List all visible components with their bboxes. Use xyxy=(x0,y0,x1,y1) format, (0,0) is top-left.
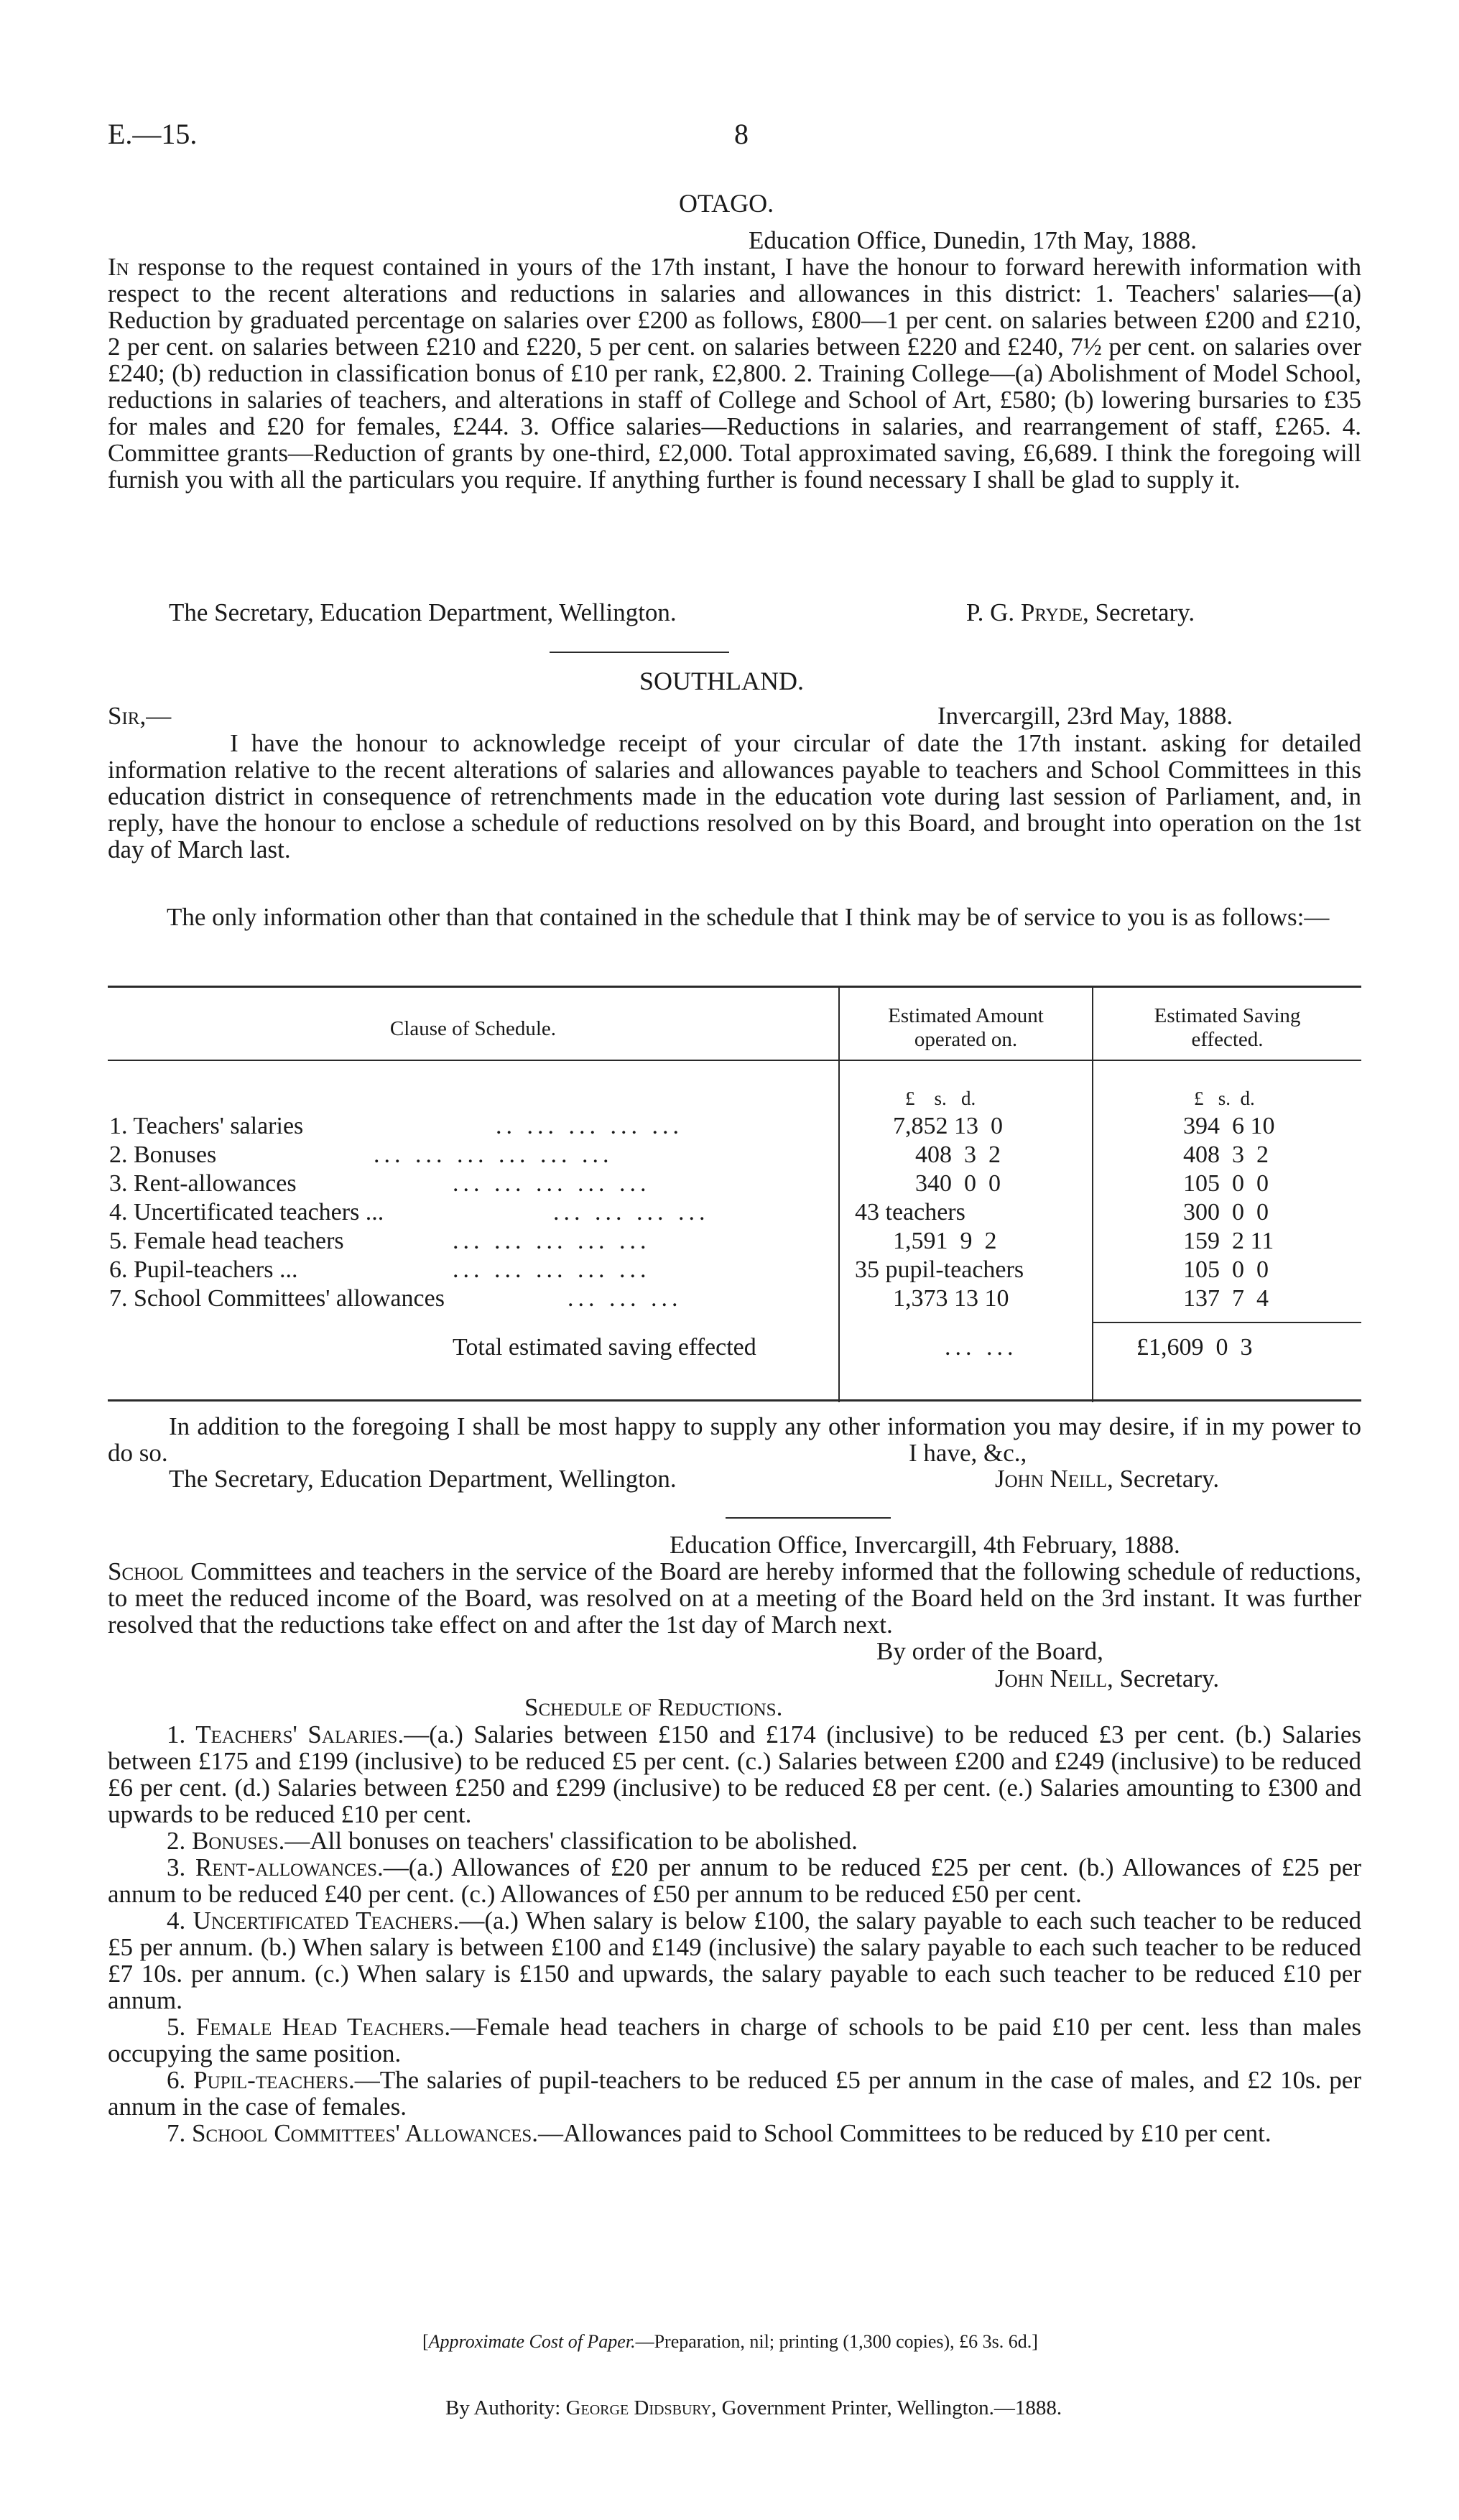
row-leader: .. ... ... ... ... xyxy=(496,1113,683,1139)
cost-note-label: Approximate Cost of Paper. xyxy=(428,2331,636,2352)
row-label: 5. Female head teachers xyxy=(109,1228,344,1254)
imprint-printer-name: George Didsbury xyxy=(565,2396,712,2419)
cost-note-text: —Preparation, nil; printing (1,300 copies), £6 3s. 6d. xyxy=(635,2331,1032,2352)
unit-shillings: s. xyxy=(934,1088,947,1109)
southland-signature xyxy=(995,1465,1219,1492)
row-amount: 408 3 2 xyxy=(915,1141,1001,1168)
schedule-item-head: 3. Rent-allowances. xyxy=(167,1853,384,1881)
row-saving: 105 0 0 xyxy=(1183,1256,1269,1283)
notice-signature xyxy=(995,1665,1219,1692)
otago-body-text: response to the request contained in yours of the 17th instant, I have the honour to forward herewith information with respect to the recent alterations and reductions in salaries and allowances in this district: 1. Teachers' salaries—(a) Reduction by graduated percentage on salaries over £200 as follows, £800—1 per cent. on salaries between £200 and £210, 2 per cent. on salaries between £210 and £220, 5 per cent. on salaries between £220 and £240, 7½ per cent. on salaries over £240; (b) reduction in classification bonus of £10 per rank, £2,800. 2. Training College—(a) Abolishment of Model School, reductions in salaries of teachers, and alterations in staff of College and School of Art, £580; (b) lowering bursaries to £35 for males and £20 for females, £244. 3. Office salaries—Reductions in salaries, and rearrangement of staff, £265. 4. Committee grants—Reduction of grants by one-third, £2,000. Total approximated saving, £6,689. I think the foregoing will furnish you with all the particulars you require. If anything further is found necessary I shall be glad to supply it. xyxy=(108,253,1361,494)
notice-dateline: Education Office, Invercargill, 4th February, 1888. xyxy=(670,1531,1180,1559)
total-label: Total estimated saving effected xyxy=(453,1334,756,1361)
row-amount: 1,373 13 10 xyxy=(893,1285,1009,1312)
row-label: 4. Uncertificated teachers ... xyxy=(109,1199,384,1226)
imprint-rest: , Government Printer, Wellington.—1888. xyxy=(711,2396,1062,2419)
notice-divider xyxy=(726,1517,891,1519)
table-header-clause: Clause of Schedule. xyxy=(389,1017,557,1040)
schedule-item-head: 5. Female Head Teachers. xyxy=(167,2013,451,2041)
schedule-item-text: —Female head teachers in charge of schools to be paid £10 per cent. less than males occupying the same position. xyxy=(108,2013,1361,2067)
schedule-item-text: —All bonuses on teachers' classification to be abolished. xyxy=(284,1827,858,1855)
row-label: 2. Bonuses xyxy=(109,1141,217,1168)
notice-signature-role: , Secretary. xyxy=(1106,1664,1220,1692)
imprint-lead: By Authority: xyxy=(445,2396,566,2419)
table-row xyxy=(108,1113,1361,1141)
schedule-item-head: 7. School Committees' Allowances. xyxy=(167,2119,539,2147)
document-code: E.—15. xyxy=(108,118,198,150)
section-divider xyxy=(550,652,729,653)
schedule-item-head: 2. Bonuses. xyxy=(167,1827,285,1855)
otago-signature xyxy=(966,599,1195,626)
southland-para-2: The only information other than that contained in the schedule that I think may be of service to you is as follows:— xyxy=(167,903,1330,931)
table-header-saving-line-2: effected. xyxy=(1191,1028,1264,1051)
row-leader: ... ... ... ... ... ... xyxy=(374,1141,613,1168)
southland-title: SOUTHLAND. xyxy=(639,667,804,695)
row-label: 1. Teachers' salaries xyxy=(109,1113,304,1139)
row-saving: 159 2 11 xyxy=(1183,1228,1274,1254)
schedule-item xyxy=(108,1907,1361,2014)
row-amount: 1,591 9 2 xyxy=(893,1228,997,1254)
otago-signature-name: Pryde xyxy=(1020,598,1083,626)
row-label: 3. Rent-allowances xyxy=(109,1170,297,1197)
row-leader: ... ... ... ... ... xyxy=(453,1256,651,1283)
otago-dateline: Education Office, Dunedin, 17th May, 1888. xyxy=(749,226,1198,254)
southland-closing-right: I have, &c., xyxy=(909,1439,1027,1467)
table-row xyxy=(108,1170,1361,1199)
schedule-item xyxy=(108,1854,1361,1907)
row-label: 7. School Committees' allowances xyxy=(109,1285,445,1312)
notice-body xyxy=(108,1558,1361,1638)
otago-title: OTAGO. xyxy=(679,189,774,218)
table-header-saving-line-1: Estimated Saving xyxy=(1154,1004,1301,1027)
schedule-item-text: —(a.) Allowances of £20 per annum to be reduced £25 per cent. (b.) Allowances of £25 per annum to be reduced £40 per cent. (c.) Allowances of £50 per annum to be reduced £50 per cent. xyxy=(108,1853,1362,1908)
row-leader: ... ... ... ... ... xyxy=(453,1170,651,1197)
units-saving xyxy=(1194,1088,1255,1110)
table-header-amount-line-2: operated on. xyxy=(914,1028,1018,1051)
row-amount: 35 pupil-teachers xyxy=(855,1256,1024,1283)
table-row xyxy=(108,1199,1361,1228)
schedule-item xyxy=(108,1721,1361,1828)
row-saving: 300 0 0 xyxy=(1183,1199,1269,1226)
table-row xyxy=(108,1141,1361,1170)
schedule-item-text: —Allowances paid to School Committees to be reduced by £10 per cent. xyxy=(538,2119,1272,2147)
notice-signature-name: John Neill xyxy=(995,1664,1107,1692)
row-saving: 105 0 0 xyxy=(1183,1170,1269,1197)
cost-note: [Approximate Cost of Paper.—Preparation, nil; printing (1,300 copies), £6 3s. 6d.] xyxy=(422,2331,1038,2352)
table-row xyxy=(108,1285,1361,1314)
schedule-list xyxy=(108,1721,1361,2146)
unit-pounds: £ xyxy=(905,1088,915,1109)
schedule-item xyxy=(108,1828,1361,1854)
table-header-amount xyxy=(840,1004,1092,1052)
printer-imprint xyxy=(445,2396,1062,2420)
schedule-item xyxy=(108,2014,1361,2067)
unit-shillings-2: s. xyxy=(1218,1088,1231,1109)
notice-body-text: Committees and teachers in the service of the Board are hereby informed that the following schedule of reductions, to meet the reduced income of the Board, was resolved on at a meeting of the Board held on the 3rd instant. It was further resolved that the reductions take effect on and after the 1st day of March next. xyxy=(108,1557,1361,1639)
unit-pence-2: d. xyxy=(1240,1088,1255,1109)
total-leader: ... ... xyxy=(945,1334,1018,1361)
southland-addressee: The Secretary, Education Department, Wellington. xyxy=(169,1465,677,1493)
table-bottom-rule xyxy=(108,1399,1361,1402)
schedule-item-head: 6. Pupil-teachers. xyxy=(167,2066,355,2094)
total-value: £1,609 0 3 xyxy=(1136,1334,1253,1361)
schedule-title: Schedule of Reductions. xyxy=(524,1693,783,1721)
unit-pence: d. xyxy=(961,1088,976,1109)
schedule-item xyxy=(108,2120,1361,2146)
otago-signature-role: , Secretary. xyxy=(1083,598,1195,626)
schedule-item-text: —(a.) When salary is below £100, the salary payable to each such teacher to be reduced £5 per annum. (b.) When salary is between £100 and £149 (inclusive) the salary payable to each such teacher to be reduced £7 10s. per annum. (c.) When salary is £150 and upwards, the salary payable to each such teacher to be reduced £10 per annum. xyxy=(108,1907,1361,2014)
table-top-rule xyxy=(108,986,1361,988)
table-total-row xyxy=(108,1334,1361,1363)
southland-dateline: Invercargill, 23rd May, 1888. xyxy=(937,702,1233,730)
otago-addressee: The Secretary, Education Department, Wellington. xyxy=(169,598,677,626)
page-number: 8 xyxy=(734,118,749,150)
row-leader: ... ... ... xyxy=(568,1285,682,1312)
southland-closing: In addition to the foregoing I shall be most happy to supply any other information you may desire, if in my power to do so. xyxy=(108,1412,1361,1467)
schedule-item-text: —The salaries of pupil-teachers to be reduced £5 per annum in the case of males, and £2 10s. per annum in the case of females. xyxy=(108,2066,1361,2121)
southland-para-1: I have the honour to acknowledge receipt of your circular of date the 17th instant. asking for detailed information relative to the recent alterations of salaries and allowances payable to teachers and School Committees in this education district in consequence of retrenchments made in the education vote during last session of Parliament, and, in reply, have the honour to enclose a schedule of reductions resolved on by this Board, and brought into operation on the 1st day of March last. xyxy=(108,729,1361,863)
row-saving: 394 6 10 xyxy=(1183,1113,1275,1139)
notice-order: By order of the Board, xyxy=(876,1637,1103,1665)
units-amount xyxy=(905,1088,976,1110)
row-label: 6. Pupil-teachers ... xyxy=(109,1256,298,1283)
unit-pounds-2: £ xyxy=(1194,1088,1204,1109)
schedule-item xyxy=(108,2067,1361,2120)
total-rule xyxy=(1093,1322,1361,1323)
table-header-saving xyxy=(1093,1004,1361,1052)
row-leader: ... ... ... ... ... xyxy=(453,1228,651,1254)
table-row xyxy=(108,1228,1361,1256)
notice-body-lead: School xyxy=(108,1557,184,1585)
row-amount: 7,852 13 0 xyxy=(893,1113,1003,1139)
otago-signature-initials: P. G. xyxy=(966,598,1015,626)
table-header-amount-line-1: Estimated Amount xyxy=(888,1004,1044,1027)
row-saving: 137 7 4 xyxy=(1183,1285,1269,1312)
row-saving: 408 3 2 xyxy=(1183,1141,1269,1168)
schedule-item-text: —(a.) Salaries between £150 and £174 (inclusive) to be reduced £3 per cent. (b.) Salaries between £175 and £199 (inclusive) to be reduced £5 per cent. (c.) Salaries between £200 and £249 (inclusive) to be reduced £6 per cent. (d.) Salaries between £250 and £299 (inclusive) to be reduced £8 per cent. (e.) Salaries amounting to £300 and upwards to be reduced £10 per cent. xyxy=(108,1720,1361,1828)
southland-signature-name: John Neill xyxy=(995,1465,1107,1493)
row-amount: 340 0 0 xyxy=(915,1170,1001,1197)
schedule-item-head: 1. Teachers' Salaries. xyxy=(167,1720,404,1748)
southland-salutation: Sir,— xyxy=(108,702,172,730)
schedule-item-head: 4. Uncertificated Teachers. xyxy=(167,1907,460,1935)
otago-body xyxy=(108,254,1361,493)
row-amount: 43 teachers xyxy=(855,1199,965,1226)
table-header-rule xyxy=(108,1060,1361,1061)
reductions-table xyxy=(108,986,1361,1402)
otago-body-lead: In xyxy=(108,253,129,281)
table-row xyxy=(108,1256,1361,1285)
row-leader: ... ... ... ... xyxy=(553,1199,710,1226)
southland-signature-role: , Secretary. xyxy=(1106,1465,1220,1493)
